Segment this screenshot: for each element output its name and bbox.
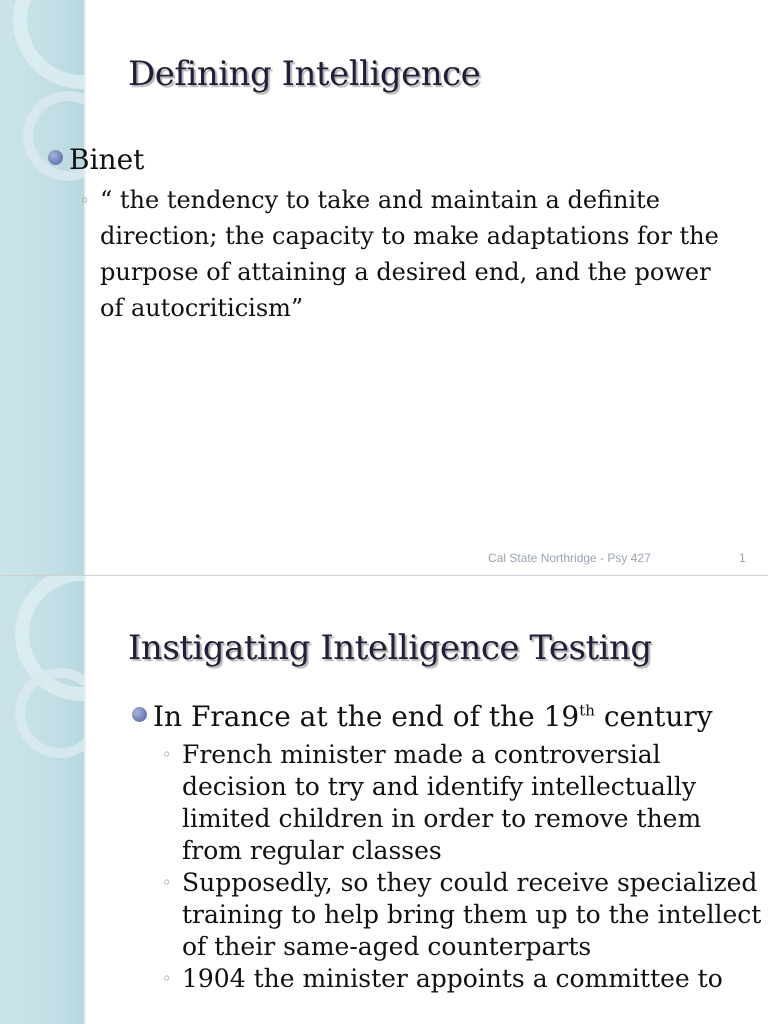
sub-bullet-list	[80, 182, 740, 326]
bullet-dot-icon	[132, 707, 147, 722]
sub-bullet-list	[162, 739, 762, 995]
bullet-dot-icon	[48, 150, 63, 165]
slide-2	[0, 576, 768, 1024]
band-edge	[84, 576, 86, 1024]
hollow-circle-bullet-icon: ◦	[162, 745, 172, 764]
decorative-side-band	[0, 0, 84, 575]
sub-bullet-item	[162, 867, 762, 963]
sub-bullet-item	[162, 739, 762, 867]
bullet-text-after: century	[594, 700, 713, 733]
decorative-circles	[0, 0, 86, 575]
bullet-superscript: th	[579, 701, 595, 720]
slide-title: Defining Intelligence	[128, 54, 481, 94]
hollow-circle-bullet-icon: ◦	[80, 191, 90, 210]
sub-bullet-item	[80, 182, 740, 326]
footer-source: Cal State Northridge - Psy 427	[488, 551, 651, 565]
slide-title: Instigating Intelligence Testing	[128, 628, 652, 668]
bullet-item	[48, 143, 144, 176]
bullet-text: Binet	[69, 143, 145, 176]
sub-bullet-text: “ the tendency to take and maintain a definite direction; the capacity to make adaptations for the purpose of attaining a desired end, and the power of autocriticism”	[100, 186, 719, 322]
sub-bullet-text: Supposedly, so they could receive specialized training to help bring them up to the intellect of their same-aged counterparts	[182, 868, 762, 961]
page-number: 1	[739, 551, 746, 565]
hollow-circle-bullet-icon: ◦	[162, 969, 172, 988]
decorative-side-band	[0, 576, 84, 1024]
decorative-circles	[0, 576, 86, 1024]
bullet-item	[132, 700, 713, 733]
sub-bullet-item	[162, 963, 762, 995]
sub-bullet-text: French minister made a controversial decision to try and identify intellectually limited children in order to remove them from regular classes	[182, 740, 702, 865]
bullet-text: In France at the end of the 19	[153, 700, 580, 733]
sub-bullet-text: 1904 the minister appoints a committee to	[182, 964, 723, 993]
hollow-circle-bullet-icon: ◦	[162, 873, 172, 892]
